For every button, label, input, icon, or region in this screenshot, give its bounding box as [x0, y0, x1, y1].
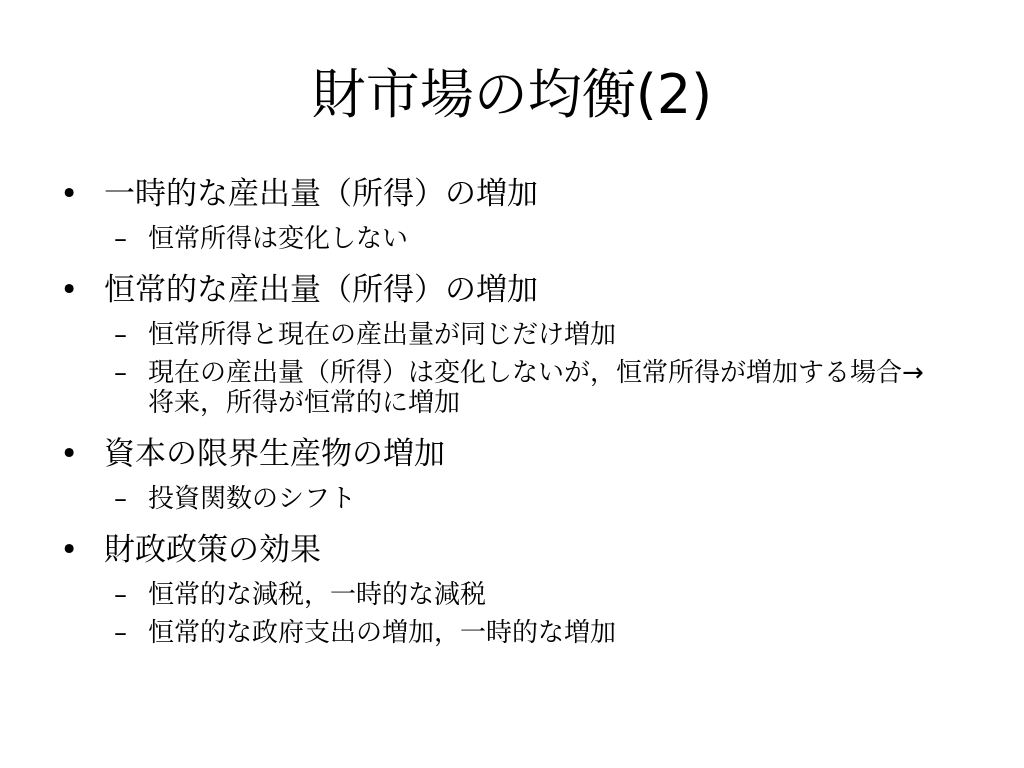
bullet-item [52, 172, 972, 216]
sub-bullet-text: 投資関数のシフト [148, 484, 357, 514]
sub-bullet-item [104, 580, 972, 610]
dash-marker: – [114, 320, 127, 350]
sub-bullet-text: 恒常所得と現在の産出量が同じだけ増加 [148, 320, 617, 350]
sub-bullet-text: 現在の産出量（所得）は変化しないが，恒常所得が増加する場合→ 将来，所得が恒常的に増加 [148, 358, 924, 418]
bullet-marker: • [60, 436, 79, 472]
bullet-text: 一時的な産出量（所得）の増加 [104, 176, 538, 212]
bullet-marker: • [60, 272, 79, 308]
sub-bullet-text: 恒常所得は変化しない [148, 224, 409, 254]
sub-bullet-item [104, 224, 972, 254]
bullet-item [52, 528, 972, 572]
bullet-list [52, 172, 972, 658]
sub-bullet-text: 恒常的な減税，一時的な減税 [148, 580, 487, 610]
dash-marker: – [114, 618, 127, 648]
dash-marker: – [114, 224, 127, 254]
sub-bullet-item [104, 320, 972, 350]
bullet-marker: • [60, 176, 79, 212]
sub-bullet-item [104, 358, 948, 418]
bullet-marker: • [60, 532, 79, 568]
bullet-item [52, 432, 972, 476]
bullet-text: 恒常的な産出量（所得）の増加 [104, 272, 538, 308]
slide-title: 財市場の均衡(2) [311, 63, 713, 126]
sub-bullet-item [104, 484, 972, 514]
dash-marker: – [114, 580, 127, 610]
dash-marker: – [114, 484, 127, 514]
bullet-text: 財政政策の効果 [104, 532, 321, 568]
dash-marker: – [114, 358, 127, 388]
sub-bullet-text: 恒常的な政府支出の増加，一時的な増加 [148, 618, 617, 648]
sub-bullet-item [104, 618, 972, 648]
bullet-item [52, 268, 972, 312]
bullet-text: 資本の限界生産物の増加 [104, 436, 445, 472]
